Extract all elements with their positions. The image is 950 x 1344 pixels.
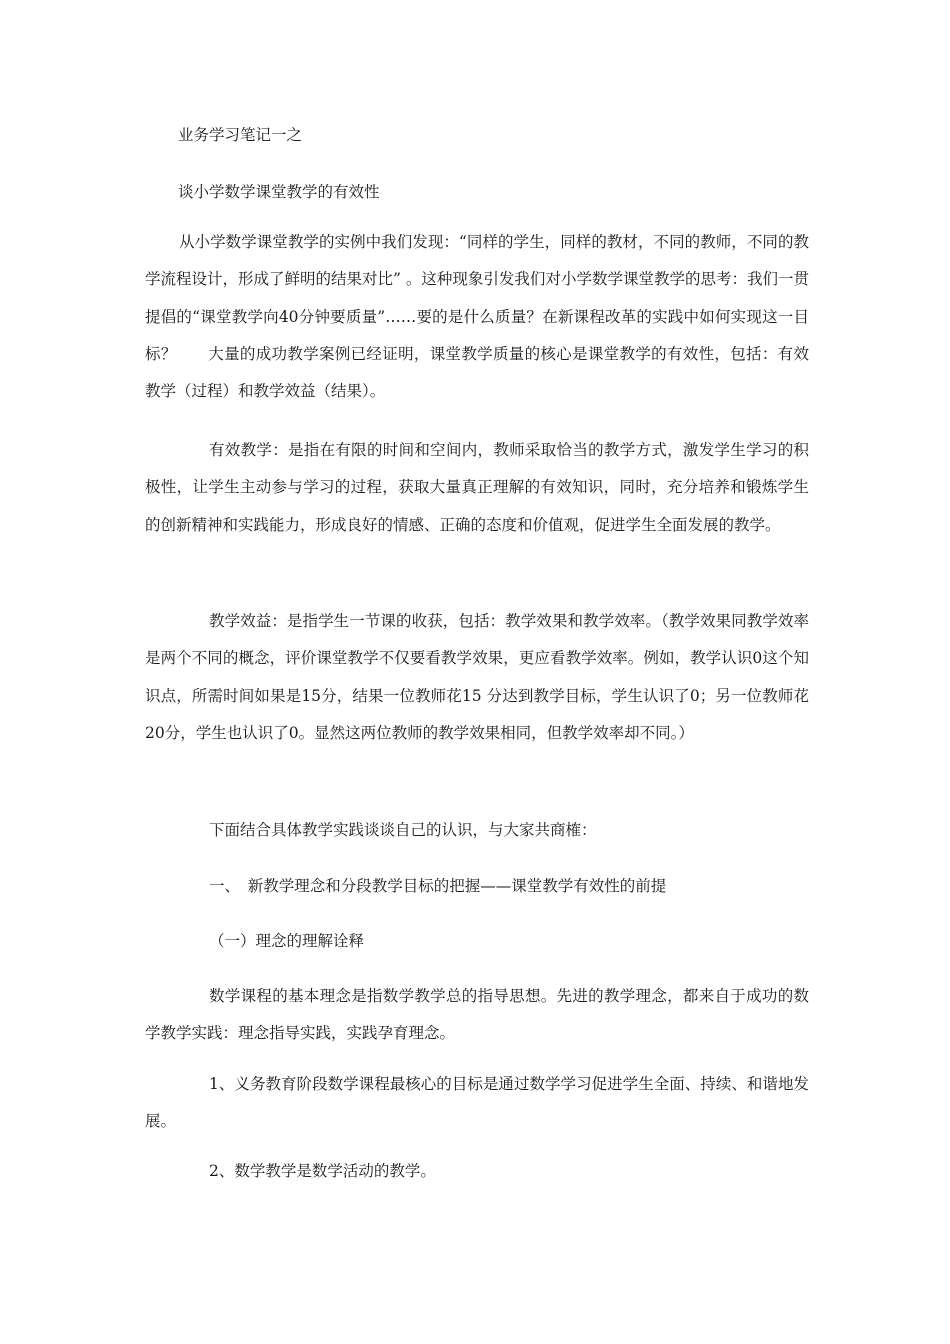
teaching-benefit-paragraph: 教学效益：是指学生一节课的收获，包括：教学效果和教学效率。（教学效果同教学效率是两个不同的概念，评价课堂教学不仅要看教学效果，更应看教学效率。例如，教学认识0这个知识点，所需时间如果是15分，结果一位教师花15 分达到教学目标，学生认识了0；另一位教师花20分，学生也认识了0。显然这两位教师的教学效果相同，但教学效率却不同。）: [145, 612, 809, 742]
subsection-heading-1: （一）理念的理解诠释: [209, 932, 365, 950]
transition-paragraph: 下面结合具体教学实践谈谈自己的认识，与大家共商榷：: [209, 821, 597, 839]
concept-paragraph: 数学课程的基本理念是指数学教学总的指导思想。先进的教学理念，都来自于成功的数学教学实践：理念指导实践，实践孕育理念。: [145, 987, 809, 1043]
intro-paragraph: 从小学数学课堂教学的实例中我们发现：“同样的学生，同样的教材，不同的教师，不同的教学流程设计，形成了鲜明的结果对比” 。这种现象引发我们对小学数学课堂教学的思考：我们一贯提倡的“课堂教学向40分钟要质量”……要的是什么质量？在新课程改革的实践中如何实现这一目标？ 大量的成功教学案例已经证明，课堂教学质量的核心是课堂教学的有效性，包括：有效教学（过程）和教学效益（结果）。: [145, 233, 809, 401]
point-1-paragraph: 1、义务教育阶段数学课程最核心的目标是通过数学学习促进学生全面、持续、和谐地发展。: [145, 1075, 809, 1131]
article-title: 谈小学数学课堂教学的有效性: [178, 183, 380, 201]
point-2-paragraph: 2、数学教学是数学活动的教学。: [209, 1162, 436, 1180]
section-heading-1: 一、 新教学理念和分段教学目标的把握——课堂教学有效性的前提: [209, 877, 667, 895]
note-series-heading: 业务学习笔记一之: [178, 126, 303, 144]
effective-teaching-paragraph: 有效教学：是指在有限的时间和空间内，教师采取恰当的教学方式，激发学生学习的积极性，让学生主动参与学习的过程，获取大量真正理解的有效知识，同时，充分培养和锻炼学生的创新精神和实践能力，形成良好的情感、正确的态度和价值观，促进学生全面发展的教学。: [145, 441, 809, 534]
